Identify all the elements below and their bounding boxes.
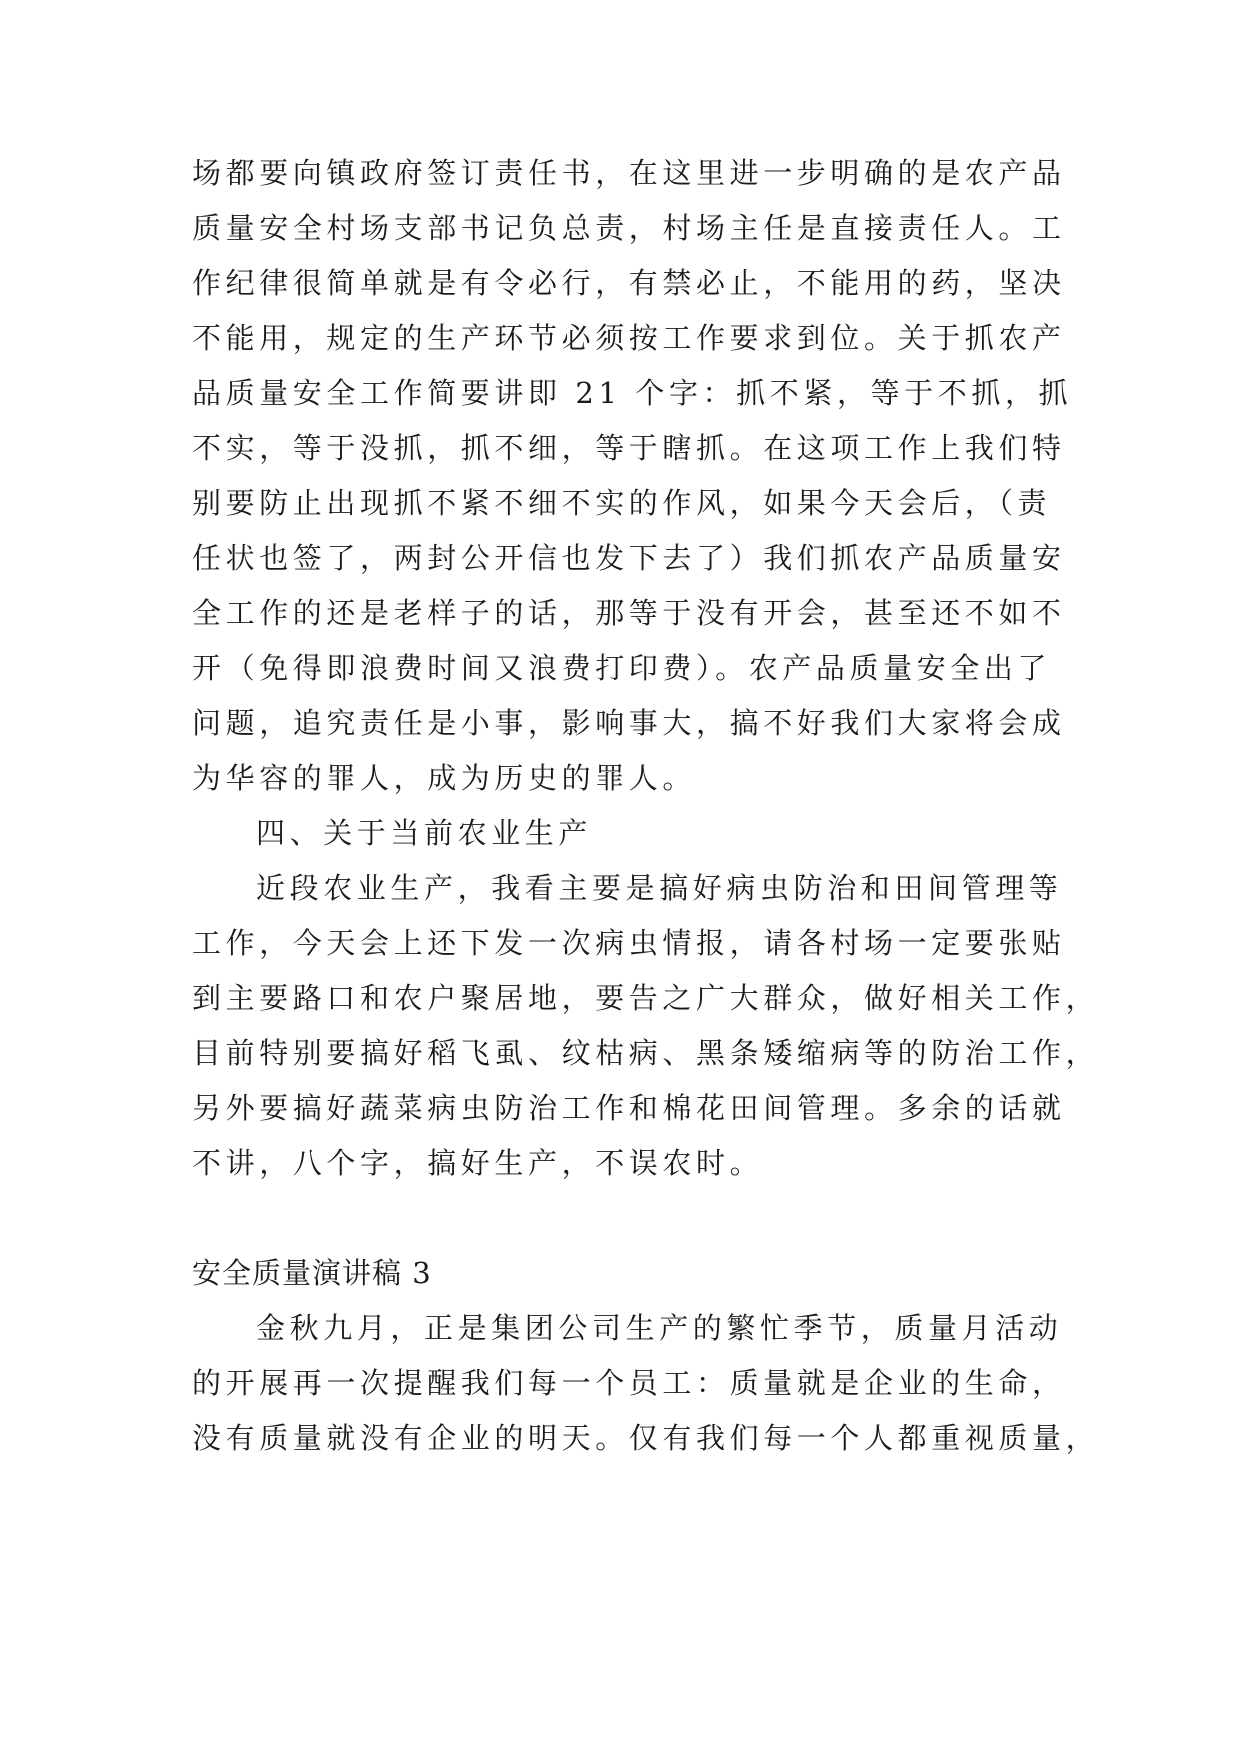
body-line: 的开展再一次提醒我们每一个员工：质量就是企业的生命，: [192, 1366, 1066, 1400]
body-line: 全工作的还是老样子的话，那等于没有开会，甚至还不如不: [192, 596, 1066, 630]
body-line: 作纪律很简单就是有令必行，有禁必止，不能用的药，坚决: [192, 266, 1066, 300]
body-line: 质量安全村场支部书记负总责，村场主任是直接责任人。工: [192, 211, 1066, 245]
body-line: 不能用，规定的生产环节必须按工作要求到位。关于抓农产: [192, 321, 1066, 355]
body-line: 没有质量就没有企业的明天。仅有我们每一个人都重视质量，: [192, 1421, 1100, 1455]
body-line: 场都要向镇政府签订责任书，在这里进一步明确的是农产品: [192, 156, 1066, 190]
body-line: 为华容的罪人，成为历史的罪人。: [192, 761, 697, 795]
speech-title: 安全质量演讲稿 3: [192, 1256, 432, 1290]
body-line: 不讲，八个字，搞好生产，不误农时。: [192, 1146, 764, 1180]
body-line: 金秋九月，正是集团公司生产的繁忙季节，质量月活动: [256, 1311, 1063, 1345]
body-line: 工作，今天会上还下发一次病虫情报，请各村场一定要张贴: [192, 926, 1066, 960]
body-line: 到主要路口和农户聚居地，要告之广大群众，做好相关工作，: [192, 981, 1100, 1015]
body-line: 近段农业生产，我看主要是搞好病虫防治和田间管理等: [256, 871, 1063, 905]
body-line: 品质量安全工作简要讲即 21 个字：抓不紧，等于不抓，抓: [192, 376, 1073, 410]
body-line: 目前特别要搞好稻飞虱、纹枯病、黑条矮缩病等的防治工作，: [192, 1036, 1100, 1070]
paragraph-gap: [192, 1191, 1052, 1246]
body-line: 别要防止出现抓不紧不细不实的作风，如果今天会后，（责: [192, 486, 1052, 520]
body-line: 问题，追究责任是小事，影响事大，搞不好我们大家将会成: [192, 706, 1066, 740]
body-line: 开（免得即浪费时间又浪费打印费）。农产品质量安全出了: [192, 651, 1052, 685]
section-heading: 四、关于当前农业生产: [256, 816, 593, 850]
body-line: 任状也签了，两封公开信也发下去了）我们抓农产品质量安: [192, 541, 1066, 575]
body-line: 另外要搞好蔬菜病虫防治工作和棉花田间管理。多余的话就: [192, 1091, 1066, 1125]
document-body: [192, 146, 1100, 1466]
body-line: 不实，等于没抓，抓不细，等于瞎抓。在这项工作上我们特: [192, 431, 1066, 465]
